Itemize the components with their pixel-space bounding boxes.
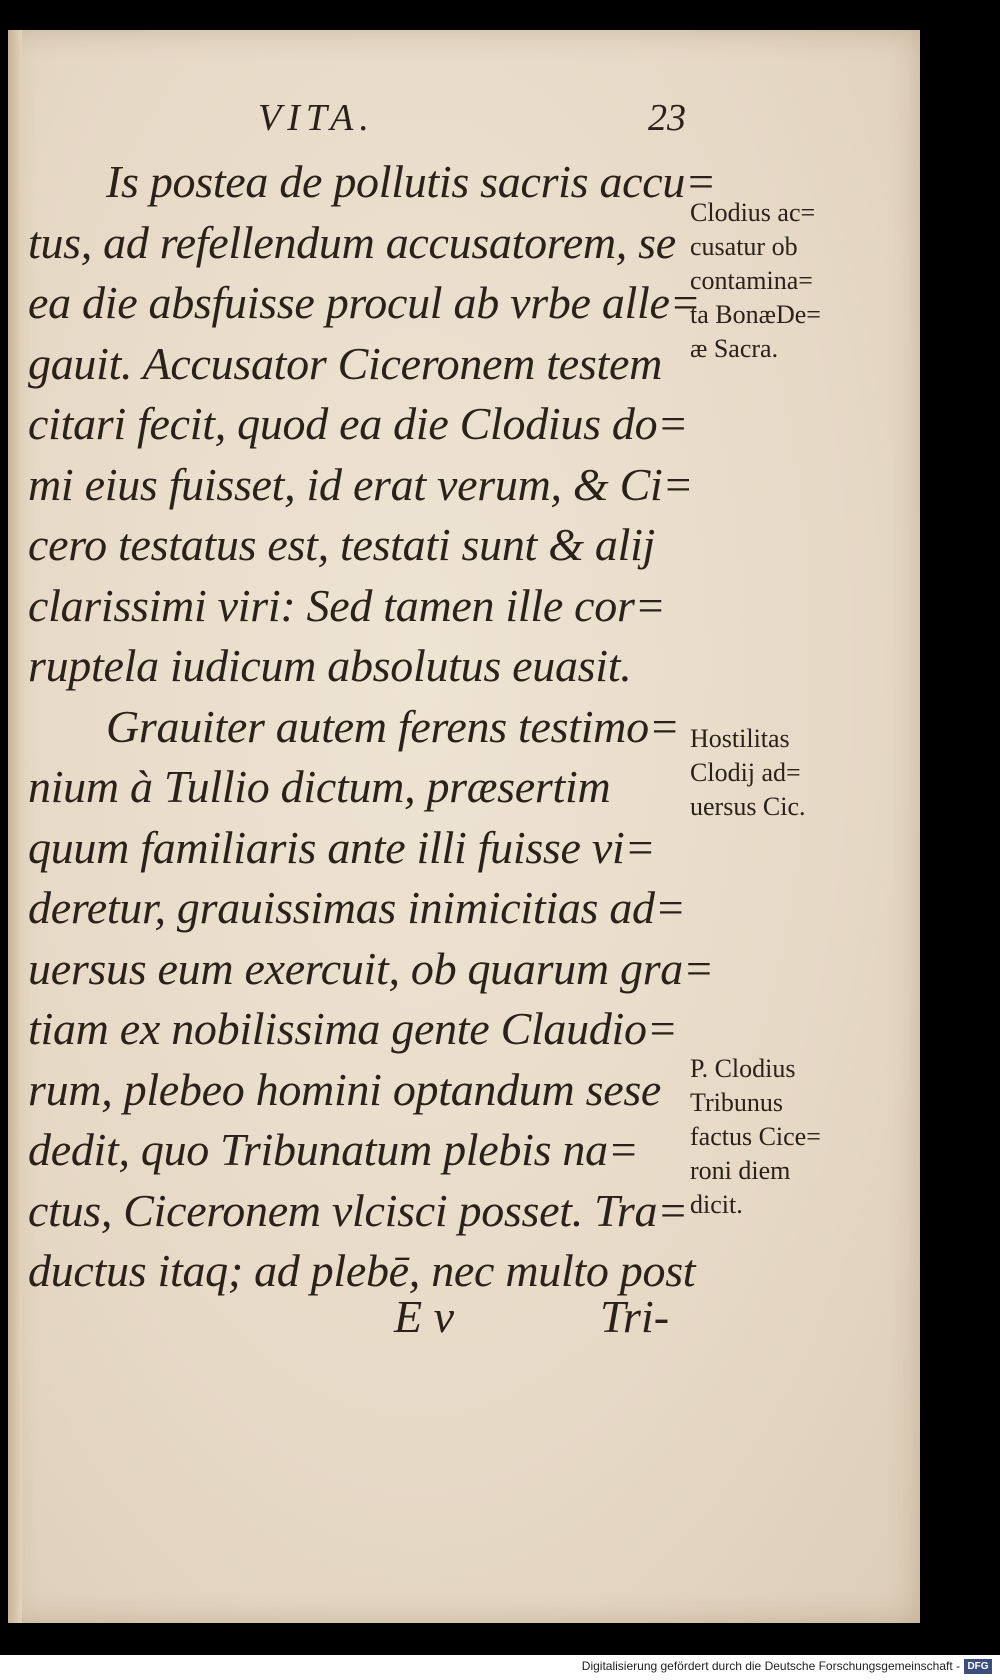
text-line: uersus eum exercuit, ob quarum gra= [28,942,714,994]
dfg-logo-icon: DFG [964,1659,992,1674]
text-line: mi eius fuisset, id erat verum, & Ci= [28,458,694,510]
funding-credit: Digitalisierung gefördert durch die Deutsche Forschungsgemeinschaft - [581,1659,960,1673]
marginal-note-line: contamina= [690,266,813,295]
text-line: deretur, grauissimas inimicitias ad= [28,882,686,933]
marginal-note-line: dicit. [690,1190,743,1219]
marginal-note-line: Tribunus [690,1088,783,1117]
text-line: gauit. Accusator Ciceronem testem [28,337,662,389]
text-line: nium à Tullio dictum, præsertim [28,761,611,812]
marginal-note-line: Clodius ac= [690,198,816,227]
text-line: quum familiaris ante illi fuisse vi= [28,821,656,873]
marginal-note-line: Clodij ad= [690,758,801,787]
text-line: clarissimi viri: Sed tamen ille cor= [28,579,666,631]
marginal-note-line: uersus Cic. [690,792,806,821]
text-line: dedit, quo Tribunatum plebis na= [28,1124,639,1175]
text-line: Grauiter autem ferens testimo= [106,700,680,752]
text-line: rum, plebeo homini optandum sese [28,1063,662,1115]
marginal-note [690,722,806,824]
text-line: tiam ex nobilissima gente Claudio= [28,1003,678,1054]
marginal-note-line: roni diem [690,1156,791,1185]
text-line: ctus, Ciceronem vlcisci posset. Tra= [28,1184,688,1236]
text-line: tus, ad refellendum accusatorem, se [28,216,676,268]
footer-bar [0,1655,1000,1680]
scan-top-border [0,0,1000,30]
marginal-note-line: P. Clodius [690,1054,796,1083]
text-line: ea die absfuisse procul ab vrbe alle= [28,277,701,328]
text-line: ductus itaq; ad plebē, nec multo post [28,1245,696,1296]
main-text-block [28,152,716,1302]
marginal-note-line: factus Cice= [690,1122,821,1151]
text-line: cero testatus est, testati sunt & alij [28,519,656,570]
marginal-note-line: Hostilitas [690,724,790,753]
signature-mark: E v [394,1291,455,1342]
marginal-note-line: cusatur ob [690,232,798,261]
text-line: Is postea de pollutis sacris accu= [106,156,716,207]
running-title: VITA. [258,97,375,139]
text-line: citari fecit, quod ea die Clodius do= [28,398,689,449]
page-number: 23 [648,97,686,139]
marginal-note [690,1052,821,1222]
marginal-note-line: ta BonæDe= [690,300,821,329]
catchword: Tri- [600,1291,670,1342]
text-line: ruptela iudicum absolutus euasit. [28,640,632,691]
marginal-note [690,196,821,366]
marginal-note-line: æ Sacra. [690,334,779,363]
page-gutter [8,30,22,1623]
